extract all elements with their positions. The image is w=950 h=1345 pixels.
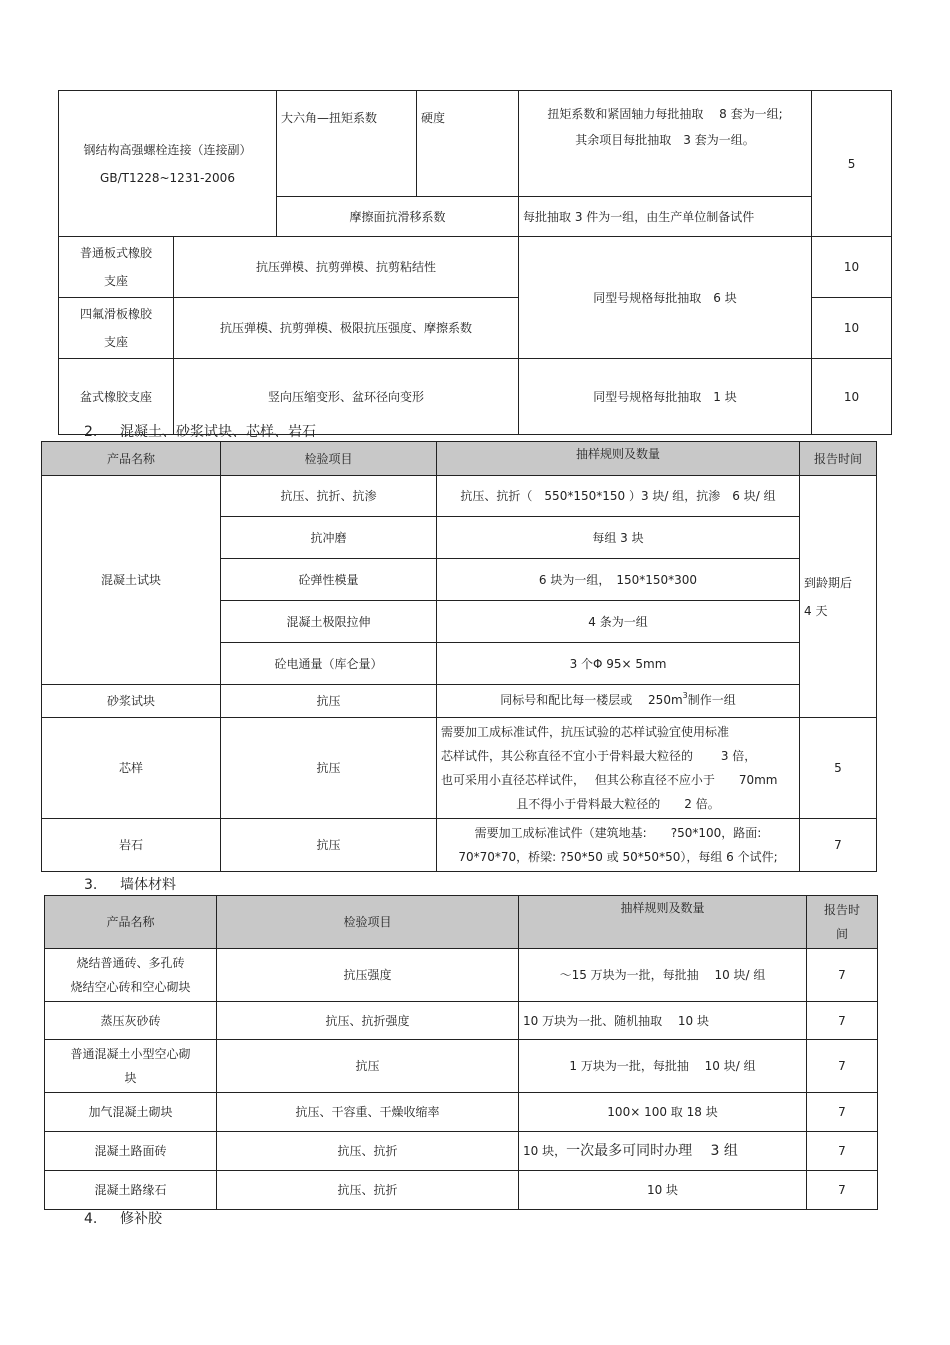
wall-row1-product-line2: 烧结空心砖和空心砌块 bbox=[70, 980, 191, 994]
bolt-item-a: 大六角—扭矩系数 bbox=[277, 91, 417, 197]
mortar-rule-a: 同标号和配比每一楼层或 250m bbox=[500, 693, 683, 707]
bolt-item-b: 硬度 bbox=[417, 91, 519, 197]
wall-row1-time: 7 bbox=[807, 949, 878, 1002]
wall-row4-product: 加气混凝土砌块 bbox=[45, 1093, 217, 1132]
section-3-number: 3. bbox=[84, 877, 98, 893]
rock-rule bbox=[437, 819, 800, 872]
bolt-product-line1: 钢结构高强螺栓连接（连接副） bbox=[83, 142, 252, 157]
wall-row2-item: 抗压、抗折强度 bbox=[217, 1002, 519, 1040]
rock-product: 岩石 bbox=[42, 819, 221, 872]
concrete-product: 混凝土试块 bbox=[42, 476, 221, 685]
wall-header-time-line2: 间 bbox=[835, 927, 848, 941]
bolt-item-c: 摩擦面抗滑移系数 bbox=[277, 197, 519, 237]
mortar-item: 抗压 bbox=[221, 685, 437, 718]
bolt-rule-a-line2: 其余项目每批抽取 3 套为一组。 bbox=[575, 133, 755, 147]
rubber2-time: 10 bbox=[812, 298, 892, 359]
rubber2-product-line1: 四氟滑板橡胶 bbox=[79, 307, 152, 321]
wall-row1-rule: ～15 万块为一批，每批抽 10 块/ 组 bbox=[519, 949, 807, 1002]
wall-row2-time: 7 bbox=[807, 1002, 878, 1040]
rubber1-item: 抗压弹模、抗剪弹模、抗剪粘结性 bbox=[174, 237, 519, 298]
wall-row6-item: 抗压、抗折 bbox=[217, 1171, 519, 1210]
rock-time: 7 bbox=[800, 819, 877, 872]
bolt-rule-c: 每批抽取 3 件为一组，由生产单位制备试件 bbox=[519, 197, 812, 237]
core-rule-line1: 需要加工成标准试件，抗压试验的芯样试验宜使用标准 bbox=[441, 725, 730, 739]
section-2-title: 混凝土、砂浆试块、芯样、岩石 bbox=[120, 424, 316, 440]
wall-row3-product-line2: 块 bbox=[124, 1071, 137, 1085]
concrete-time-line1: 到龄期后 bbox=[804, 575, 853, 590]
rock-rule-line2: 70*70*70，桥梁: ?50*50 或 50*50*50），每组 6 个试件; bbox=[458, 850, 778, 864]
wall-row5-product: 混凝土路面砖 bbox=[45, 1132, 217, 1171]
table-bearings-bolts bbox=[58, 90, 892, 435]
wall-header-rule: 抽样规则及数量 bbox=[519, 896, 807, 949]
wall-row6-time: 7 bbox=[807, 1171, 878, 1210]
table-wall-materials bbox=[44, 895, 878, 1210]
concrete-rule-5: 3 个Φ 95× 5mm bbox=[437, 643, 800, 685]
wall-row3-rule: 1 万块为一批，每批抽 10 块/ 组 bbox=[519, 1040, 807, 1093]
pot-product: 盆式橡胶支座 bbox=[59, 359, 174, 435]
concrete-item-4: 混凝土极限拉伸 bbox=[221, 601, 437, 643]
bolt-rule-a bbox=[519, 91, 812, 197]
wall-header-product: 产品名称 bbox=[45, 896, 217, 949]
rubber1-product bbox=[59, 237, 174, 298]
rubber2-product bbox=[59, 298, 174, 359]
concrete-time-line2: 4 天 bbox=[804, 603, 828, 618]
core-rule bbox=[437, 718, 800, 819]
wall-row1-item: 抗压强度 bbox=[217, 949, 519, 1002]
rock-item: 抗压 bbox=[221, 819, 437, 872]
rock-rule-line1: 需要加工成标准试件（建筑地基: ?50*100，路面: bbox=[474, 826, 762, 840]
rubber-shared-rule: 同型号规格每批抽取 6 块 bbox=[519, 237, 812, 359]
mortar-product: 砂浆试块 bbox=[42, 685, 221, 718]
rubber1-product-line1: 普通板式橡胶 bbox=[79, 246, 152, 260]
wall-header-time bbox=[807, 896, 878, 949]
wall-row4-time: 7 bbox=[807, 1093, 878, 1132]
wall-row5-item: 抗压、抗折 bbox=[217, 1132, 519, 1171]
rubber1-product-line2: 支座 bbox=[103, 274, 128, 288]
wall-header-item: 检验项目 bbox=[217, 896, 519, 949]
core-rule-line4: 且不得小于骨料最大粒径的 2 倍。 bbox=[516, 797, 720, 811]
bolt-time: 5 bbox=[812, 91, 892, 237]
bolt-rule-a-line1: 扭矩系数和紧固轴力每批抽取 8 套为一组; bbox=[547, 107, 783, 121]
wall-row5-rule-a: 10 块， bbox=[523, 1144, 567, 1158]
rubber2-product-line2: 支座 bbox=[103, 335, 128, 349]
core-item: 抗压 bbox=[221, 718, 437, 819]
wall-row6-rule: 10 块 bbox=[519, 1171, 807, 1210]
core-product: 芯样 bbox=[42, 718, 221, 819]
concrete-time bbox=[800, 476, 877, 718]
section-4-number: 4. bbox=[84, 1211, 98, 1227]
bolt-product-line2: GB/T1228~1231-2006 bbox=[100, 170, 235, 185]
section-2-number: 2. bbox=[84, 424, 98, 440]
wall-header-time-line1: 报告时 bbox=[823, 903, 860, 917]
concrete-item-5: 砼电通量（库仑量） bbox=[221, 643, 437, 685]
wall-row5-time: 7 bbox=[807, 1132, 878, 1171]
wall-row3-product-line1: 普通混凝土小型空心砌 bbox=[70, 1047, 191, 1061]
rubber2-item: 抗压弹模、抗剪弹模、极限抗压强度、摩擦系数 bbox=[174, 298, 519, 359]
bolt-product-cell bbox=[59, 91, 277, 237]
wall-row5-rule-b: 一次最多可同时办理 3 组 bbox=[566, 1143, 738, 1159]
section-3-title: 墙体材料 bbox=[120, 877, 176, 893]
header-time: 报告时间 bbox=[800, 442, 877, 476]
wall-row5-rule bbox=[519, 1132, 807, 1171]
concrete-rule-3: 6 块为一组， 150*150*300 bbox=[437, 559, 800, 601]
core-rule-line3: 也可采用小直径芯样试件， 但其公称直径不应小于 70mm bbox=[441, 773, 778, 787]
section-2-heading bbox=[84, 421, 316, 441]
mortar-rule-sup: 3 bbox=[682, 691, 688, 700]
core-rule-line2: 芯样试件，其公称直径不宜小于骨料最大粒径的 3 倍， bbox=[441, 749, 757, 763]
mortar-rule-b: 制作一组 bbox=[687, 693, 736, 707]
concrete-item-1: 抗压、抗折、抗渗 bbox=[221, 476, 437, 517]
pot-time: 10 bbox=[812, 359, 892, 435]
concrete-item-3: 砼弹性模量 bbox=[221, 559, 437, 601]
wall-row4-rule: 100× 100 取 18 块 bbox=[519, 1093, 807, 1132]
mortar-rule bbox=[437, 685, 800, 718]
header-item: 检验项目 bbox=[221, 442, 437, 476]
section-3-heading bbox=[84, 874, 176, 894]
header-rule: 抽样规则及数量 bbox=[437, 442, 800, 476]
core-time: 5 bbox=[800, 718, 877, 819]
wall-row1-product-line1: 烧结普通砖、多孔砖 bbox=[76, 956, 185, 970]
wall-row6-product: 混凝土路缘石 bbox=[45, 1171, 217, 1210]
concrete-rule-2: 每组 3 块 bbox=[437, 517, 800, 559]
rubber1-time: 10 bbox=[812, 237, 892, 298]
concrete-item-2: 抗冲磨 bbox=[221, 517, 437, 559]
wall-row3-time: 7 bbox=[807, 1040, 878, 1093]
wall-row4-item: 抗压、干容重、干燥收缩率 bbox=[217, 1093, 519, 1132]
pot-item: 竖向压缩变形、盆环径向变形 bbox=[174, 359, 519, 435]
concrete-rule-4: 4 条为一组 bbox=[437, 601, 800, 643]
wall-row3-product bbox=[45, 1040, 217, 1093]
section-4-heading bbox=[84, 1208, 162, 1228]
section-4-title: 修补胶 bbox=[120, 1211, 162, 1227]
wall-row2-product: 蒸压灰砂砖 bbox=[45, 1002, 217, 1040]
wall-row2-rule: 10 万块为一批、随机抽取 10 块 bbox=[519, 1002, 807, 1040]
pot-rule: 同型号规格每批抽取 1 块 bbox=[519, 359, 812, 435]
wall-row3-item: 抗压 bbox=[217, 1040, 519, 1093]
table-concrete bbox=[41, 441, 877, 872]
concrete-rule-1: 抗压、抗折（ 550*150*150 ）3 块/ 组，抗渗 6 块/ 组 bbox=[437, 476, 800, 517]
header-product: 产品名称 bbox=[42, 442, 221, 476]
wall-row1-product bbox=[45, 949, 217, 1002]
